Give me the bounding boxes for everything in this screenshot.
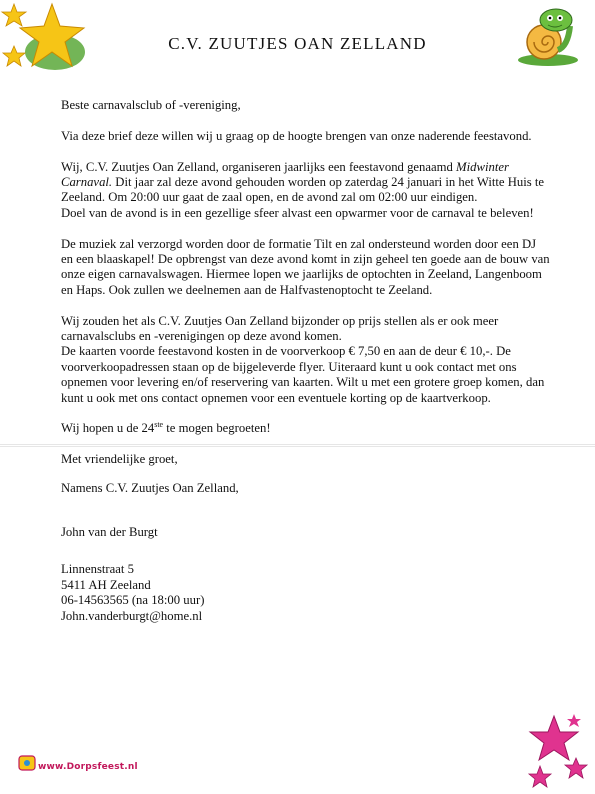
event-name: Midwinter Carnaval. (61, 159, 509, 189)
scan-line (0, 446, 595, 447)
hope-paragraph: Wij hopen u de 24ste te mogen begroeten! (61, 420, 271, 436)
snail-icon (512, 6, 584, 68)
invitation-paragraph: Wij zouden het als C.V. Zuutjes Oan Zelland bijzonder op prijs stellen als er ook meer carnavalsclubs en -verenigingen op deze avond komen. (61, 313, 499, 344)
letter-title: C.V. ZUUTJES OAN ZELLAND (168, 34, 427, 53)
event-paragraph: Wij, C.V. Zuutjes Oan Zelland, organiseren jaarlijks een feestavond genaamd Midwinter Carnaval. Dit jaar zal deze avond gehouden worden op zaterdag 24 januari in het Witte Huis te Zeeland. Om 20:00 uur gaat de zaal open, en de avond zal om 02:00 uur eindigen. (61, 159, 544, 205)
scan-line (0, 444, 595, 445)
address-street: Linnenstraat 5 (61, 562, 134, 577)
pink-stars-icon (522, 712, 592, 792)
event-goal: Doel van de avond is in een gezellige sfeer alvast een opwarmer voor de carnaval te beleven! (61, 205, 534, 220)
address-block (61, 562, 551, 624)
signer-name: John van der Burgt (61, 525, 158, 540)
logo-badge-icon (17, 752, 37, 774)
intro-paragraph: Via deze brief deze willen wij u graag op de hoogte brengen van onze naderende feestavond. (61, 128, 532, 143)
closing: Met vriendelijke groet, (61, 452, 178, 467)
letter-body (61, 98, 551, 624)
address-email: John.vanderburgt@home.nl (61, 608, 203, 623)
address-phone: 06-14563565 (na 18:00 uur) (61, 593, 205, 608)
salutation: Beste carnavalsclub of -vereniging, (61, 98, 241, 112)
tickets-paragraph: De kaarten voorde feestavond kosten in de voorverkoop € 7,50 en aan de deur € 10,-. De voorverkoopadressen staan op de bijgeleverde flyer. Uiteraard kunt u ook contact met ons opnemen voor levering en/of reservering van kaarten. Wilt u met een grotere groep komen, dan kunt u ook met ons contact opnemen voor een eventuele korting op de kaartverkoop. (61, 344, 545, 405)
address-city: 5411 AH Zeeland (61, 577, 151, 592)
music-paragraph: De muziek zal verzorgd worden door de formatie Tilt en zal ondersteund worden door een DJ en een blaaskapel! De opbrengst van deze avond komt in zijn geheel ten goede aan de bouw van onze eigen carnavalswagen. Hiermee lopen we jaarlijks de optochten in Zeeland, Langenboom en Haps. Ook zullen we deelnemen aan de Halfvastenoptocht te Zeeland. (61, 236, 550, 297)
site-logo: www.Dorpsfeest.nl (38, 762, 138, 772)
on-behalf: Namens C.V. Zuutjes Oan Zelland, (61, 480, 239, 495)
